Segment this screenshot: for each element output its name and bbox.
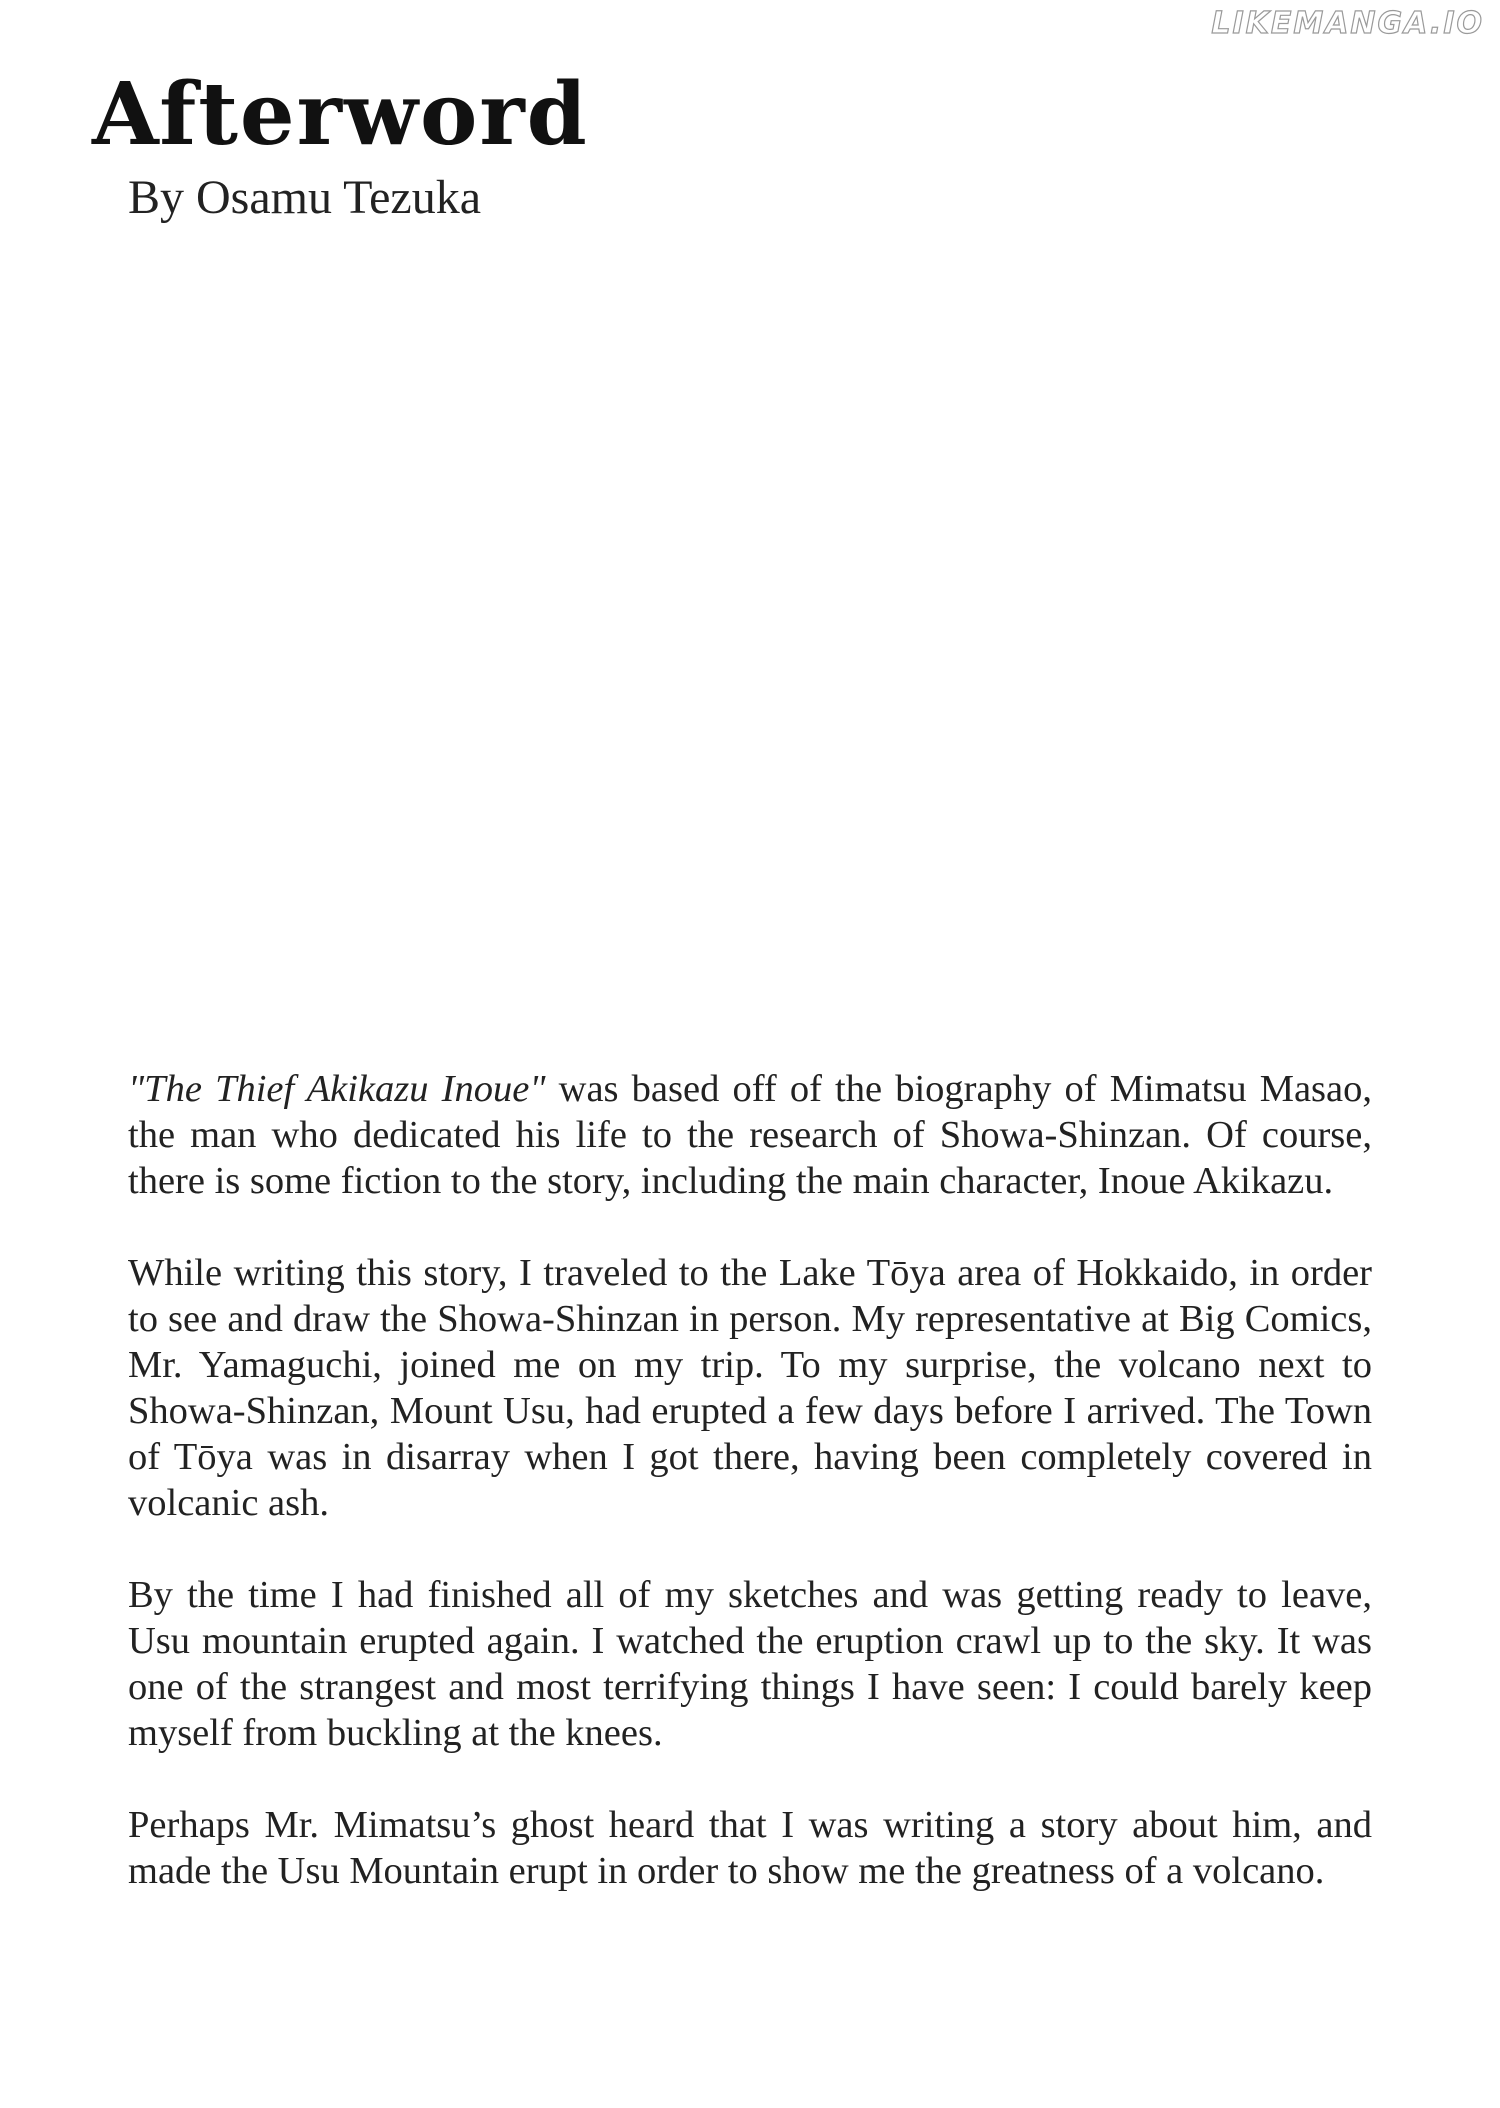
paragraph-2: While writing this story, I traveled to the Lake Tōya area of Hokkaido, in order to see and draw the Showa-Shinzan in person. My representative at Big Comics, Mr. Yamaguchi, joined me on my trip. To my surprise, the volcano next to Showa-Shinzan, Mount Usu, had erupted a few days before I arrived. The Town of Tōya was in disarray when I got there, having been completely covered in volcanic ash. <box>128 1252 1372 1524</box>
paragraph-4: Perhaps Mr. Mimatsu’s ghost heard that I was writing a story about him, and made the Usu Mountain erupt in order to show me the greatness of a volcano. <box>128 1804 1372 1892</box>
afterword-body <box>128 1066 1372 1940</box>
page-title: Afterword <box>92 64 589 165</box>
author-byline: By Osamu Tezuka <box>128 171 482 224</box>
paragraph-1 <box>128 1066 1372 1204</box>
site-watermark: LIKEMANGA.IO <box>1211 6 1484 41</box>
story-title: "The Thief Akikazu Inoue" <box>128 1068 546 1110</box>
paragraph-1-text: was based off of the biography of Mimatsu Masao, the man who dedicated his life to the research of Showa-Shinzan. Of course, there is some fiction to the story, including the main character, Inoue Akikazu. <box>128 1068 1372 1202</box>
paragraph-3: By the time I had finished all of my sketches and was getting ready to leave, Usu mountain erupted again. I watched the eruption crawl up to the sky. It was one of the strangest and most terrifying things I have seen: I could barely keep myself from buckling at the knees. <box>128 1574 1372 1754</box>
